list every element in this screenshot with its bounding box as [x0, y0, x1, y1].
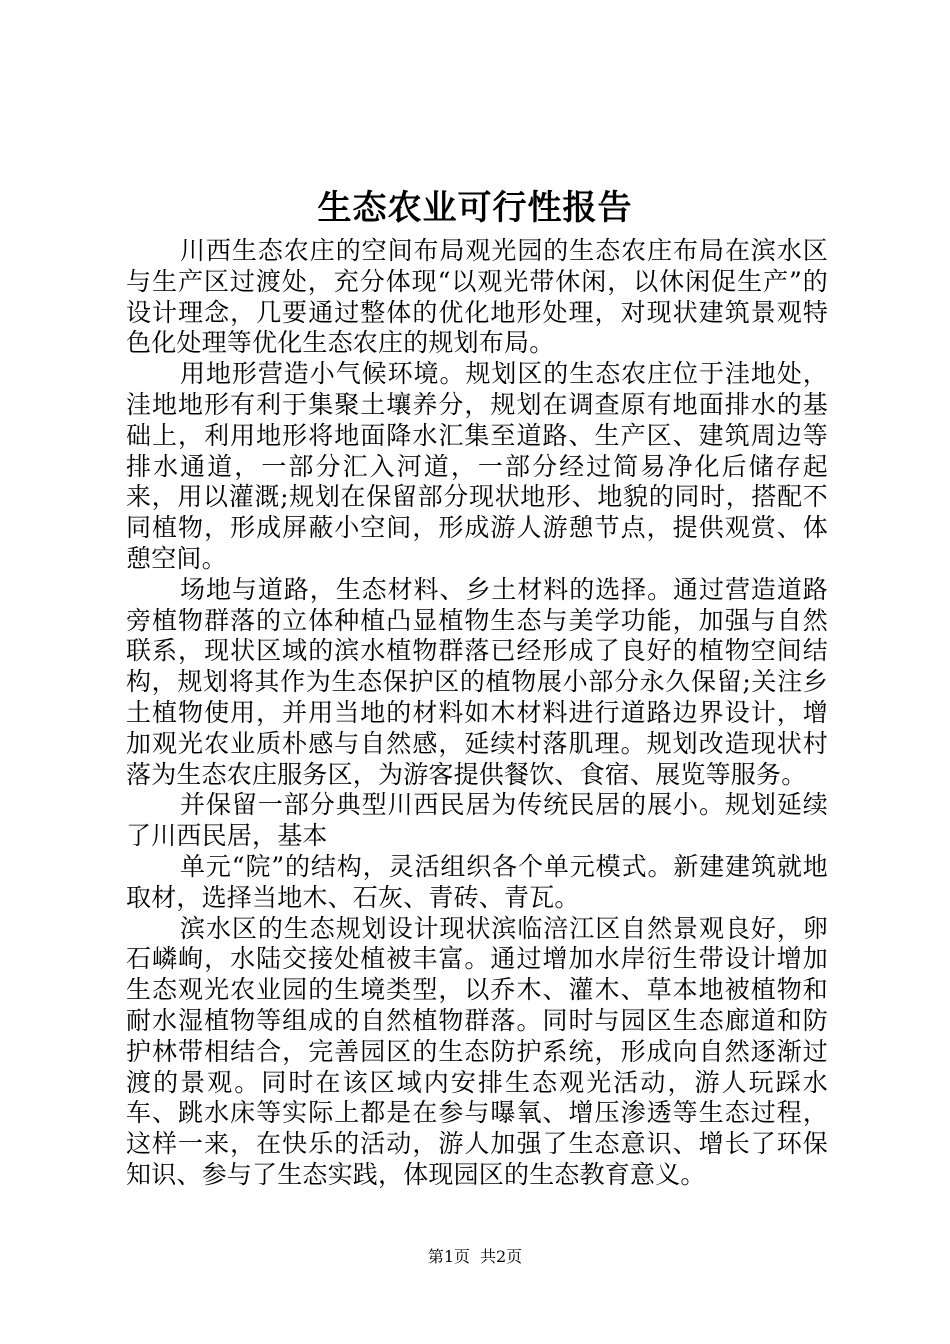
page-footer: [0, 1247, 950, 1267]
paragraph: 滨水区的生态规划设计现状滨临涪江区自然景观良好，卵石嶙峋，水陆交接处植被丰富。通过增加水岸衍生带设计增加生态观光农业园的生境类型，以乔木、灌木、草本地被植物和耐水湿植物等组成的自然植物群落。同时与园区生态廊道和防护林带相结合，完善园区的生态防护系统，形成向自然逐渐过渡的景观。同时在该区域内安排生态观光活动，游人玩踩水车、跳水床等实际上都是在参与曝氧、增压渗透等生态过程，这样一来，在快乐的活动，游人加强了生态意识、增长了环保知识、参与了生态实践，体现园区的生态教育意义。: [126, 913, 828, 1189]
page-total: 共2页: [480, 1247, 523, 1266]
page-number: 第1页: [427, 1247, 470, 1266]
paragraph: 场地与道路，生态材料、乡土材料的选择。通过营造道路旁植物群落的立体种植凸显植物生态与美学功能，加强与自然联系，现状区域的滨水植物群落已经形成了良好的植物空间结构，规划将其作为生态保护区的植物展小部分永久保留;关注乡土植物使用，并用当地的材料如木材料进行道路边界设计，增加观光农业质朴感与自然感，延续村落肌理。规划改造现状村落为生态农庄服务区，为游客提供餐饮、食宿、展览等服务。: [126, 574, 828, 789]
paragraph: 川西生态农庄的空间布局观光园的生态农庄布局在滨水区与生产区过渡处，充分体现“以观光带休闲，以休闲促生产”的设计理念，几要通过整体的优化地形处理，对现状建筑景观特色化处理等优化生态农庄的规划布局。: [126, 236, 828, 358]
paragraph: 用地形营造小气候环境。规划区的生态农庄位于洼地处，洼地地形有利于集聚土壤养分，规划在调查原有地面排水的基础上，利用地形将地面降水汇集至道路、生产区、建筑周边等排水通道，一部分汇入河道，一部分经过简易净化后储存起来，用以灌溉;规划在保留部分现状地形、地貌的同时，搭配不同植物，形成屏蔽小空间，形成游人游憩节点，提供观赏、体憩空间。: [126, 359, 828, 573]
document-body: [126, 236, 828, 1191]
paragraph: 单元“院”的结构，灵活组织各个单元模式。新建建筑就地取材，选择当地木、石灰、青砖、青瓦。: [126, 851, 828, 912]
document-title: 生态农业可行性报告: [317, 188, 633, 228]
paragraph: 并保留一部分典型川西民居为传统民居的展小。规划延续了川西民居，基本: [126, 790, 828, 851]
